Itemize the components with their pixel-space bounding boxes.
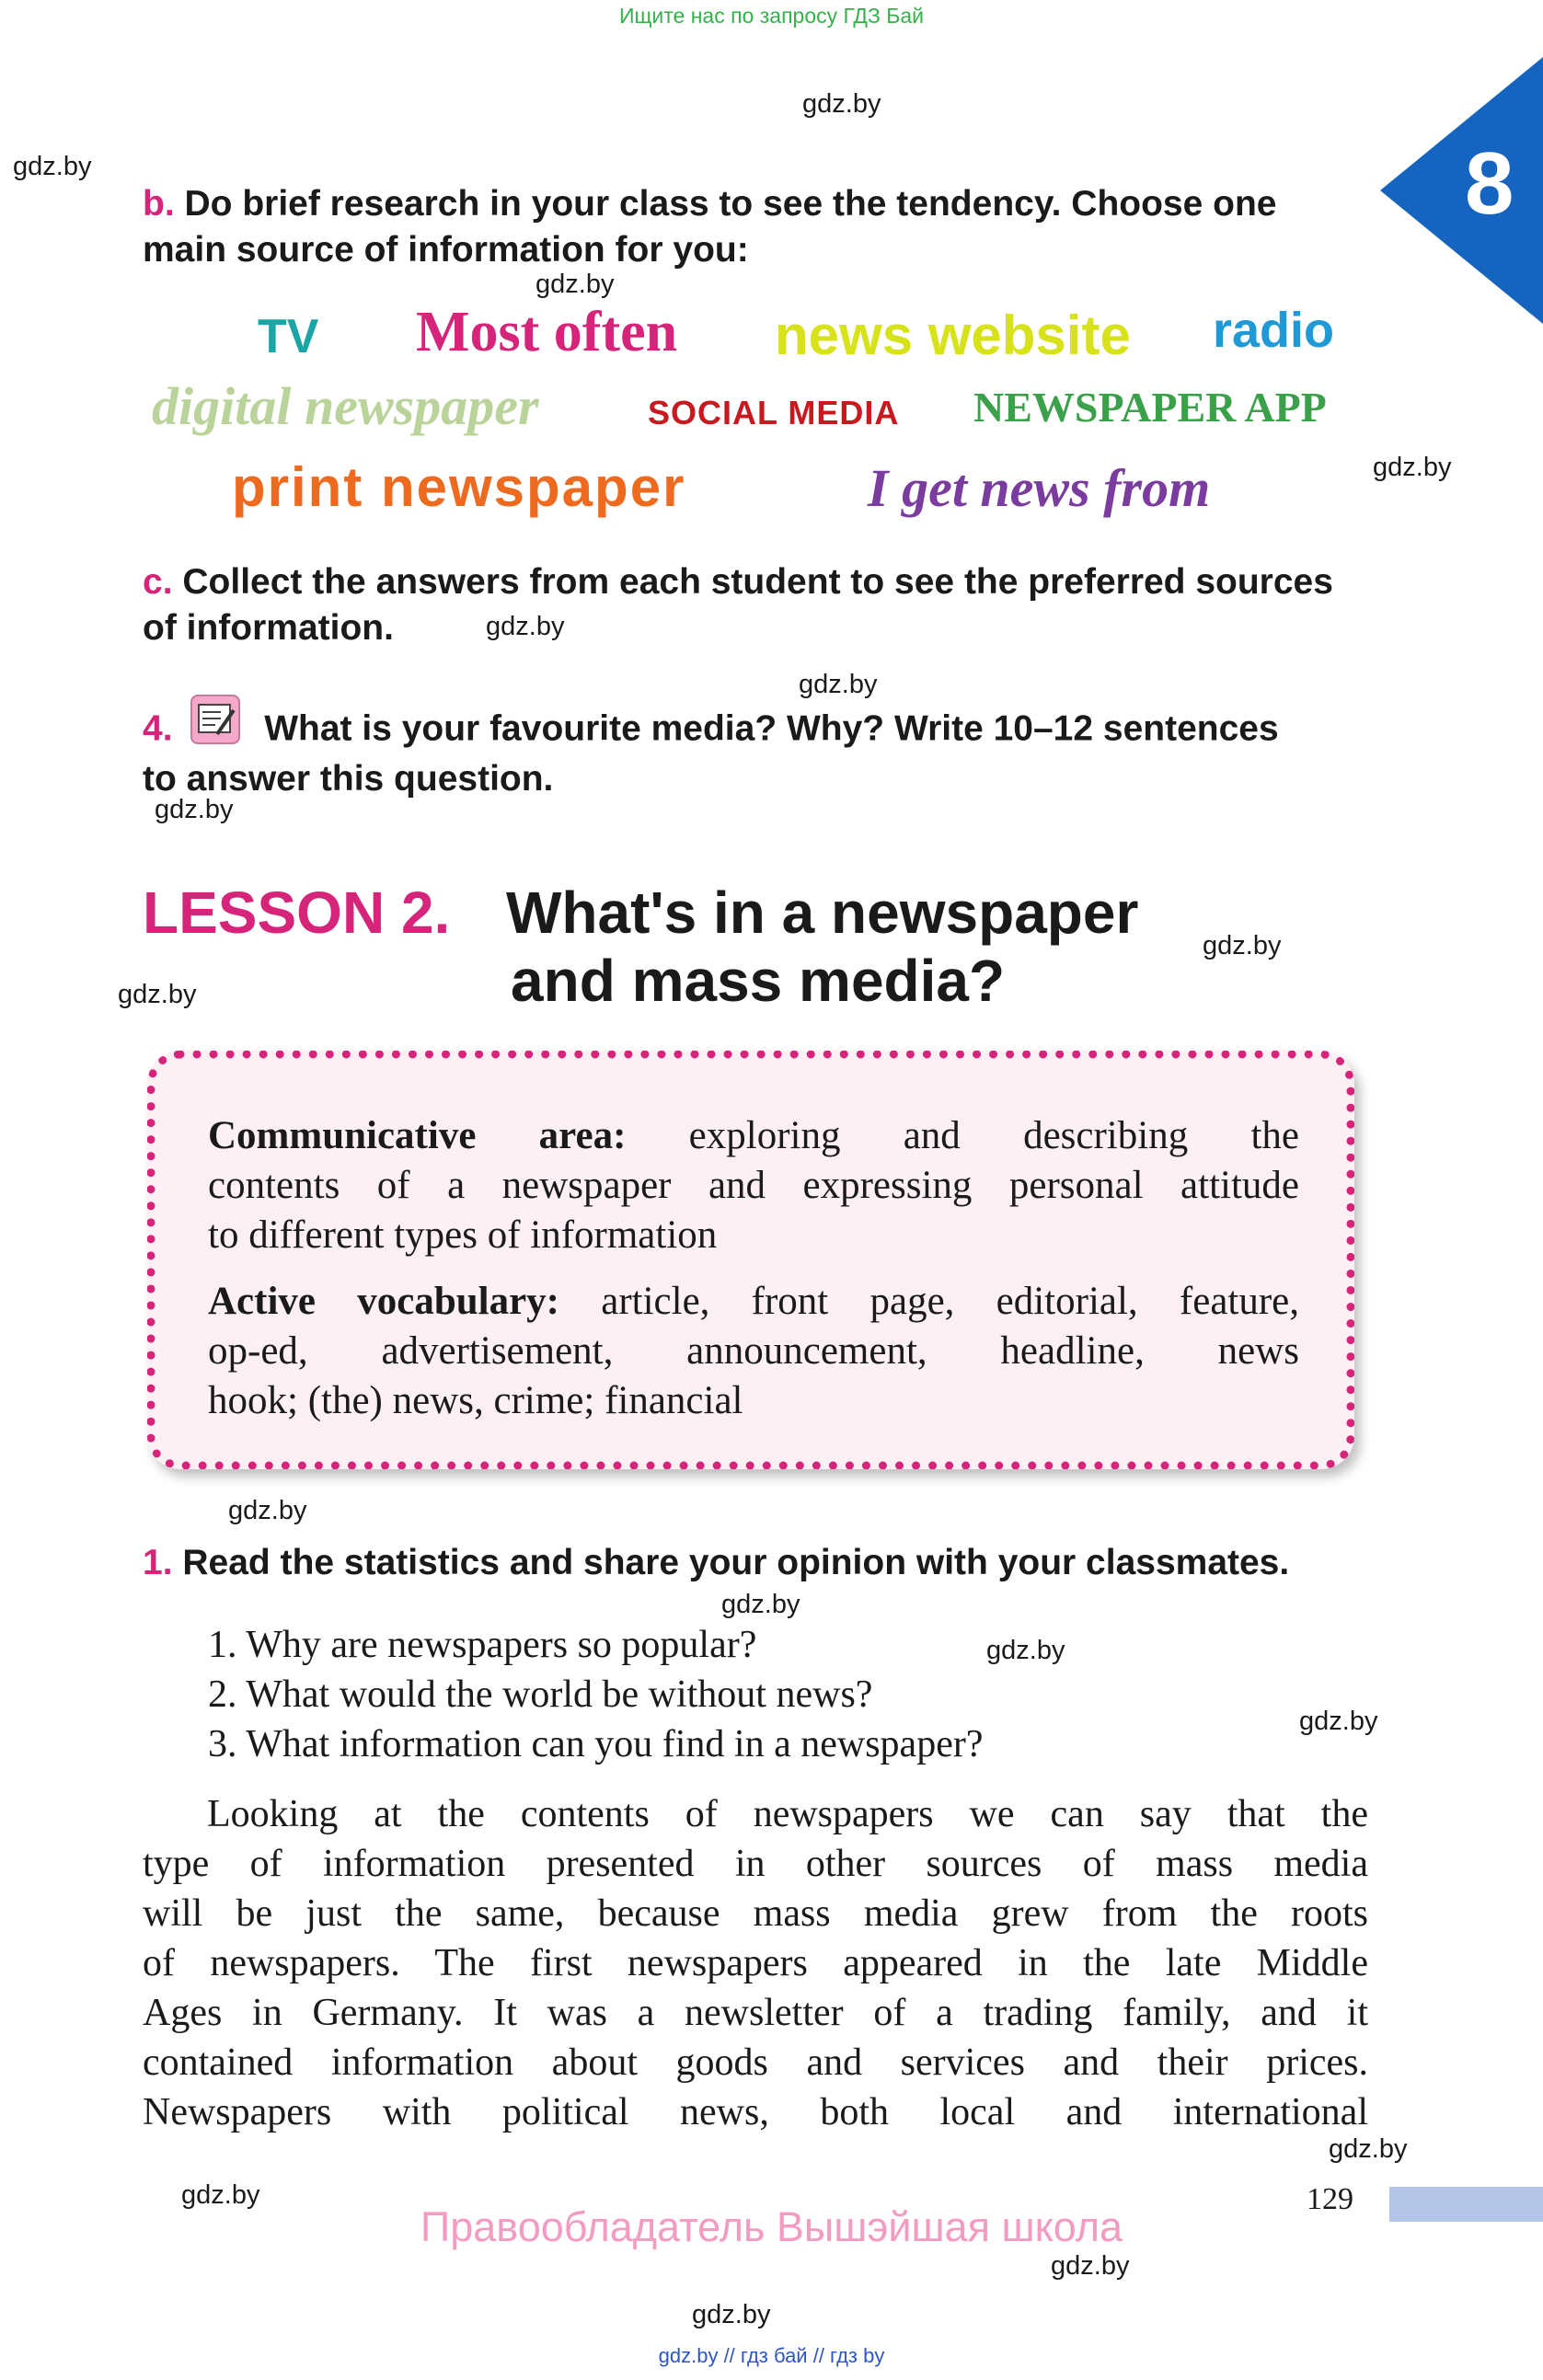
task-3b-line1: Do brief research in your class to see the tendency. Choose one [184,184,1277,224]
watermark: gdz.by [1329,2134,1408,2164]
communicative-area-line3: to different types of information [208,1213,718,1257]
watermark: gdz.by [1203,931,1282,960]
word-most-often: Most often [416,301,678,363]
word-print-newspaper: print newspaper [232,456,686,518]
lesson-title-line1: What's in a newspaper [506,880,1139,946]
task-3b-letter: b. [143,184,175,224]
watermark: gdz.by [1299,1707,1378,1736]
watermark: gdz.by [486,612,565,641]
communicative-area [208,1111,1299,1260]
task-4-line1: What is your favourite media? Why? Write 10–12 sentences [264,708,1279,749]
active-vocabulary-line1: article, front page, editorial, feature, [601,1280,1299,1323]
watermark: gdz.by [228,1496,307,1525]
word-social-media: SOCIAL MEDIA [648,394,900,431]
task-4 [143,705,1279,802]
watermark: gdz.by [799,670,878,699]
chapter-tab-triangle [1380,57,1543,324]
watermark: gdz.by [802,89,881,119]
communicative-area-label: Communicative area: [208,1114,627,1157]
body-line: of newspapers. The first newspapers appeared in the late Middle [143,1942,1368,1984]
task-4-number: 4. [143,708,173,749]
watermark: gdz.by [181,2180,260,2210]
active-vocabulary-line3: hook; (the) news, crime; financial [208,1379,743,1422]
watermark: gdz.by [721,1590,800,1619]
task-3c-letter: c. [143,562,173,602]
task-3c [143,559,1333,651]
task-1-number: 1. [143,1543,173,1582]
word-radio: radio [1213,303,1335,358]
task-1 [143,1540,1289,1586]
task-1-text: Read the statistics and share your opinion with your classmates. [182,1543,1290,1582]
task-4-line2: to answer this question. [143,759,554,799]
writing-task-icon [190,694,241,745]
task-3c-line1: Collect the answers from each student to see the preferred sources [182,562,1333,602]
question-item: 1. Why are newspapers so popular? [208,1624,757,1666]
watermark: gdz.by [1051,2251,1130,2281]
word-i-get-news-from: I get news from [868,458,1211,518]
watermark: gdz.by [1373,453,1452,482]
lesson-label: LESSON 2. [143,880,451,946]
task-3b-line2: main source of information for you: [143,230,749,270]
communicative-area-line2: contents of a newspaper and expressing personal attitude [208,1164,1299,1207]
copyright-notice: Правообладатель Вышэйшая школа [420,2203,1123,2250]
active-vocabulary-label: Active vocabulary: [208,1280,559,1323]
watermark: gdz.by [155,795,234,824]
chapter-tab [1380,57,1543,324]
active-vocabulary-line2: op-ed, advertisement, announcement, headline, news [208,1329,1299,1373]
body-paragraph [143,1789,1368,2137]
lesson-title-line2: and mass media? [511,948,1006,1014]
task-3c-line2: of information. [143,608,394,648]
task-3b [143,181,1276,273]
communicative-area-line1: exploring and describing the [688,1114,1299,1157]
watermark: gdz.by [13,152,92,181]
footer-links[interactable]: gdz.by // гдз бай // гдз by [658,2344,885,2367]
watermark: gdz.by [986,1636,1065,1665]
chapter-number: 8 [1465,134,1514,233]
question-item: 3. What information can you find in a newspaper? [208,1723,984,1765]
watermark: gdz.by [535,270,615,299]
word-newspaper-app: NEWSPAPER APP [973,384,1327,431]
body-line: will be just the same, because mass media grew from the roots [143,1892,1368,1935]
word-tv: TV [258,310,319,363]
lesson-title [506,879,1138,1015]
active-vocabulary [208,1277,1299,1426]
body-line: Ages in Germany. It was a newsletter of a trading family, and it [143,1992,1368,2034]
question-item: 2. What would the world be without news? [208,1673,873,1716]
word-digital-newspaper: digital newspaper [152,376,539,436]
watermark: gdz.by [692,2300,771,2329]
body-line: contained information about goods and services and their prices. [143,2041,1368,2084]
top-search-note: Ищите нас по запросу ГДЗ Бай [618,4,925,28]
page-number: 129 [1307,2182,1353,2216]
body-line: Looking at the contents of newspapers we can say that the [207,1793,1368,1835]
watermark: gdz.by [118,980,197,1009]
word-news-website: news website [775,305,1131,366]
body-line: Newspapers with political news, both local and international [143,2091,1368,2133]
body-line: type of information presented in other sources of mass media [143,1843,1368,1885]
